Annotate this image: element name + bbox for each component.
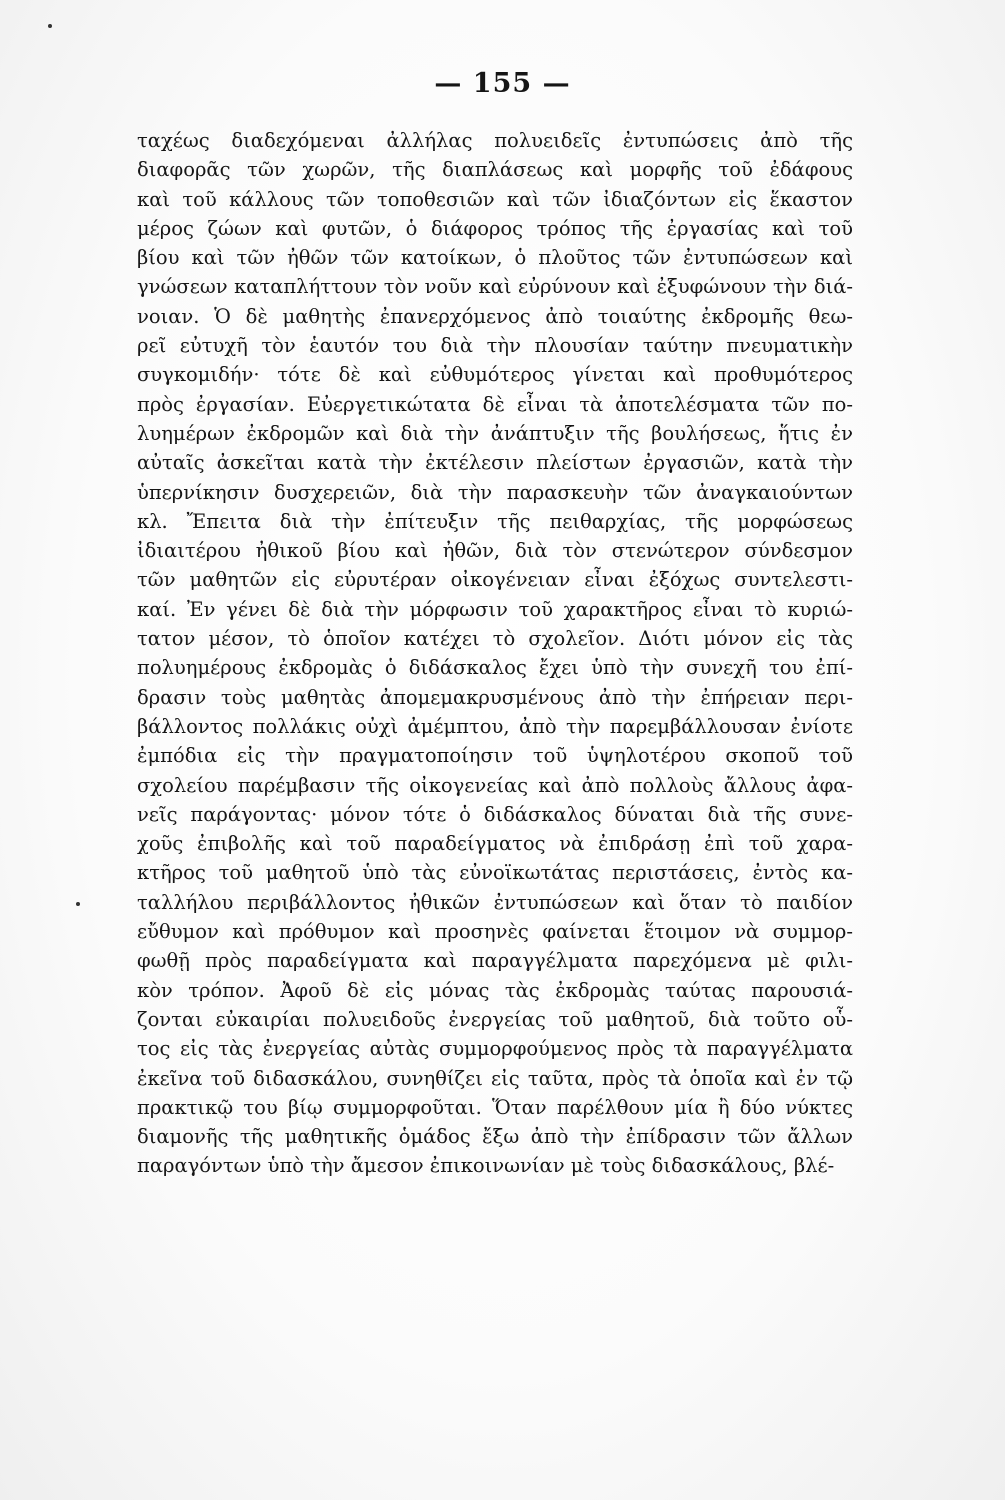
paper-speck [48,24,52,28]
text-line: εὔθυμον καὶ πρόθυμον καὶ προσηνὲς φαίνεται ἕτοιμον νὰ συμμορ- [137,920,853,944]
text-line: πρακτικῷ του βίῳ συμμορφοῦται. Ὅταν παρέλθουν μία ἢ δύο νύκτες [137,1095,853,1119]
text-line: νοιαν. Ὁ δὲ μαθητὴς ἐπανερχόμενος ἀπὸ τοιαύτης ἐκδρομῆς θεω- [137,304,853,328]
text-line: ταχέως διαδεχόμεναι ἀλλήλας πολυειδεῖς ἐντυπώσεις ἀπὸ τῆς [137,129,853,152]
text-line: τος εἰς τὰς ἐνεργείας αὐτὰς συμμορφούμενος πρὸς τὰ παραγγέλματα [137,1037,853,1061]
paper-speck [76,902,80,906]
text-line: κὸν τρόπον. Ἀφοῦ δὲ εἰς μόνας τὰς ἐκδρομὰς ταύτας παρουσιά- [137,978,853,1002]
text-line: διαμονῆς τῆς μαθητικῆς ὁμάδος ἔξω ἀπὸ τὴν ἐπίδρασιν τῶν ἄλλων [137,1125,853,1149]
text-line: βάλλοντος πολλάκις οὐχὶ ἀμέμπτου, ἀπὸ τὴν παρεμβάλλουσαν ἐνίοτε [137,714,853,738]
text-line: καί. Ἐν γένει δὲ διὰ τὴν μόρφωσιν τοῦ χαρακτῆρος εἶναι τὸ κυριώ- [137,597,853,621]
text-line: ὑπερνίκησιν δυσχερειῶν, διὰ τὴν παρασκευὴν τῶν ἀναγκαιούντων [137,480,853,504]
text-line: πρὸς ἐργασίαν. Εὐεργετικώτατα δὲ εἶναι τὰ ἀποτελέσματα τῶν πο- [137,392,853,416]
text-line: μέρος ζώων καὶ φυτῶν, ὁ διάφορος τρόπος τῆς ἐργασίας καὶ τοῦ [137,216,853,240]
text-line: κλ. Ἔπειτα διὰ τὴν ἐπίτευξιν τῆς πειθαρχίας, τῆς μορφώσεως [137,509,853,533]
text-line: παραγόντων ὑπὸ τὴν ἄμεσον ἐπικοινωνίαν μὲ τοὺς διδασκάλους, βλέ- [137,1154,835,1178]
page-number: — 155 — [434,68,571,99]
text-line: ρεῖ εὐτυχῆ τὸν ἑαυτόν του διὰ τὴν πλουσίαν ταύτην πνευματικὴν [137,334,853,358]
text-line: πολυημέρους ἐκδρομὰς ὁ διδάσκαλος ἔχει ὑπὸ τὴν συνεχῆ του ἐπί- [137,656,853,680]
text-line: ταλλήλου περιβάλλοντος ἠθικῶν ἐντυπώσεων καὶ ὅταν τὸ παιδίον [137,890,853,914]
text-line: διαφορᾶς τῶν χωρῶν, τῆς διαπλάσεως καὶ μορφῆς τοῦ ἐδάφους [137,158,853,182]
text-line: νεῖς παράγοντας· μόνον τότε ὁ διδάσκαλος δύναται διὰ τῆς συνε- [137,802,853,826]
text-line: ἐκεῖνα τοῦ διδασκάλου, συνηθίζει εἰς ταῦτα, πρὸς τὰ ὁποῖα καὶ ἐν τῷ [137,1066,853,1090]
text-line: δρασιν τοὺς μαθητὰς ἀπομεμακρυσμένους ἀπὸ τὴν ἐπήρειαν περι- [137,685,853,709]
text-line: γνώσεων καταπλήττουν τὸν νοῦν καὶ εὐρύνουν καὶ ἐξυφώνουν τὴν διά- [137,275,853,299]
text-line: ἰδιαιτέρου ἠθικοῦ βίου καὶ ἠθῶν, διὰ τὸν στενώτερον σύνδεσμον [137,539,853,563]
text-line: καὶ τοῦ κάλλους τῶν τοποθεσιῶν καὶ τῶν ἰδιαζόντων εἰς ἕκαστον [137,187,853,211]
text-line: βίου καὶ τῶν ἠθῶν τῶν κατοίκων, ὁ πλοῦτος τῶν ἐντυπώσεων καὶ [137,246,853,270]
text-line: τατον μέσον, τὸ ὁποῖον κατέχει τὸ σχολεῖον. Διότι μόνον εἰς τὰς [137,627,853,651]
text-line: κτῆρος τοῦ μαθητοῦ ὑπὸ τὰς εὐνοϊκωτάτας περιστάσεις, ἐντὸς κα- [137,861,853,885]
text-line: αὐταῖς ἀσκεῖται κατὰ τὴν ἐκτέλεσιν πλείστων ἐργασιῶν, κατὰ τὴν [137,451,853,475]
body-text [137,126,853,1181]
text-line: συγκομιδήν· τότε δὲ καὶ εὐθυμότερος γίνεται καὶ προθυμότερος [137,363,853,387]
text-line: ἐμπόδια εἰς τὴν πραγματοποίησιν τοῦ ὑψηλοτέρου σκοποῦ τοῦ [137,744,853,768]
text-line: λυημέρων ἐκδρομῶν καὶ διὰ τὴν ἀνάπτυξιν τῆς βουλήσεως, ἥτις ἐν [137,421,853,445]
text-line: σχολείου παρέμβασιν τῆς οἰκογενείας καὶ ἀπὸ πολλοὺς ἄλλους ἀφα- [137,773,853,797]
text-line: ζονται εὐκαιρίαι πολυειδοῦς ἐνεργείας τοῦ μαθητοῦ, διὰ τοῦτο οὗ- [137,1007,853,1031]
text-line: χοῦς ἐπιβολῆς καὶ τοῦ παραδείγματος νὰ ἐπιδράσῃ ἐπὶ τοῦ χαρα- [137,832,853,856]
text-line: φωθῇ πρὸς παραδείγματα καὶ παραγγέλματα παρεχόμενα μὲ φιλι- [137,949,853,973]
text-line: τῶν μαθητῶν εἰς εὐρυτέραν οἰκογένειαν εἶναι ἐξόχως συντελεστι- [137,568,853,592]
